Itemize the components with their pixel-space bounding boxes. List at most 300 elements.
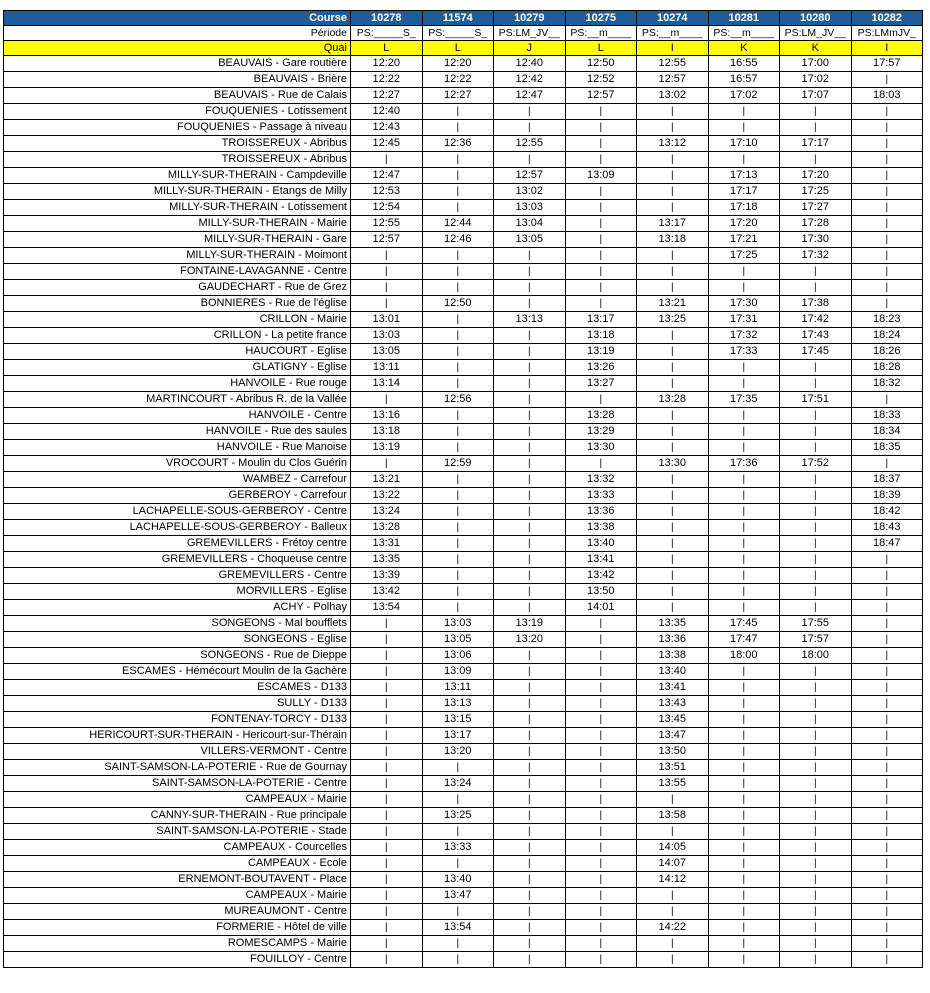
course-number: 10274 xyxy=(637,11,709,26)
departure-time: 17:02 xyxy=(708,88,780,104)
departure-time: 17:55 xyxy=(780,616,852,632)
pass-marker: | xyxy=(708,952,780,968)
pass-marker: | xyxy=(851,632,923,648)
pass-marker: | xyxy=(708,120,780,136)
departure-time: 13:29 xyxy=(565,424,637,440)
table-row xyxy=(4,552,923,568)
pass-marker: | xyxy=(565,952,637,968)
departure-time: 13:47 xyxy=(422,888,494,904)
pass-marker: | xyxy=(422,360,494,376)
periode-label: Période xyxy=(4,26,351,41)
pass-marker: | xyxy=(565,696,637,712)
course-number: 10279 xyxy=(494,11,566,26)
table-row xyxy=(4,88,923,104)
departure-time: 13:40 xyxy=(422,872,494,888)
pass-marker: | xyxy=(494,296,566,312)
pass-marker: | xyxy=(637,520,709,536)
departure-time: 13:25 xyxy=(637,312,709,328)
pass-marker: | xyxy=(422,408,494,424)
stop-name: ACHY - Polhay xyxy=(4,600,351,616)
departure-time: 13:21 xyxy=(637,296,709,312)
pass-marker: | xyxy=(780,840,852,856)
pass-marker: | xyxy=(780,568,852,584)
pass-marker: | xyxy=(565,808,637,824)
quai-code: K xyxy=(708,41,780,56)
pass-marker: | xyxy=(565,248,637,264)
stop-name: SULLY - D133 xyxy=(4,696,351,712)
pass-marker: | xyxy=(422,200,494,216)
pass-marker: | xyxy=(851,952,923,968)
table-row xyxy=(4,952,923,968)
pass-marker: | xyxy=(494,840,566,856)
departure-time: 18:03 xyxy=(851,88,923,104)
pass-marker: | xyxy=(565,232,637,248)
pass-marker: | xyxy=(494,760,566,776)
pass-marker: | xyxy=(494,120,566,136)
pass-marker: | xyxy=(780,744,852,760)
pass-marker: | xyxy=(351,664,423,680)
pass-marker: | xyxy=(708,680,780,696)
table-row xyxy=(4,312,923,328)
stop-name: LACHAPELLE-SOUS-GERBEROY - Balleux xyxy=(4,520,351,536)
pass-marker: | xyxy=(351,920,423,936)
pass-marker: | xyxy=(494,680,566,696)
pass-marker: | xyxy=(851,248,923,264)
departure-time: 13:30 xyxy=(565,440,637,456)
pass-marker: | xyxy=(851,872,923,888)
pass-marker: | xyxy=(351,152,423,168)
pass-marker: | xyxy=(851,680,923,696)
pass-marker: | xyxy=(494,520,566,536)
pass-marker: | xyxy=(708,424,780,440)
pass-marker: | xyxy=(494,648,566,664)
stop-name: BEAUVAIS - Brière xyxy=(4,72,351,88)
table-row xyxy=(4,408,923,424)
table-row xyxy=(4,920,923,936)
table-row xyxy=(4,664,923,680)
pass-marker: | xyxy=(565,888,637,904)
pass-marker: | xyxy=(708,552,780,568)
pass-marker: | xyxy=(780,872,852,888)
stop-name: FONTAINE-LAVAGANNE - Centre xyxy=(4,264,351,280)
pass-marker: | xyxy=(780,584,852,600)
pass-marker: | xyxy=(494,424,566,440)
pass-marker: | xyxy=(494,360,566,376)
departure-time: 13:42 xyxy=(351,584,423,600)
pass-marker: | xyxy=(780,600,852,616)
departure-time: 12:52 xyxy=(565,72,637,88)
table-row xyxy=(4,936,923,952)
pass-marker: | xyxy=(637,504,709,520)
departure-time: 12:46 xyxy=(422,232,494,248)
departure-time: 12:55 xyxy=(494,136,566,152)
stop-name: CRILLON - Mairie xyxy=(4,312,351,328)
departure-time: 18:47 xyxy=(851,536,923,552)
pass-marker: | xyxy=(851,184,923,200)
pass-marker: | xyxy=(851,744,923,760)
table-row xyxy=(4,328,923,344)
pass-marker: | xyxy=(565,936,637,952)
pass-marker: | xyxy=(565,664,637,680)
pass-marker: | xyxy=(851,552,923,568)
pass-marker: | xyxy=(565,744,637,760)
departure-time: 18:35 xyxy=(851,440,923,456)
pass-marker: | xyxy=(851,232,923,248)
quai-row xyxy=(4,41,923,56)
stop-name: SONGEONS - Mal boufflets xyxy=(4,616,351,632)
departure-time: 12:40 xyxy=(494,56,566,72)
departure-time: 13:13 xyxy=(422,696,494,712)
table-row xyxy=(4,648,923,664)
departure-time: 13:20 xyxy=(422,744,494,760)
stop-name: SAINT-SAMSON-LA-POTERIE - Rue de Gournay xyxy=(4,760,351,776)
pass-marker: | xyxy=(422,376,494,392)
departure-time: 18:43 xyxy=(851,520,923,536)
departure-time: 18:34 xyxy=(851,424,923,440)
pass-marker: | xyxy=(422,936,494,952)
pass-marker: | xyxy=(422,344,494,360)
pass-marker: | xyxy=(637,936,709,952)
departure-time: 18:26 xyxy=(851,344,923,360)
pass-marker: | xyxy=(422,760,494,776)
departure-time: 17:10 xyxy=(708,136,780,152)
pass-marker: | xyxy=(351,696,423,712)
pass-marker: | xyxy=(708,776,780,792)
departure-time: 12:27 xyxy=(351,88,423,104)
table-row xyxy=(4,536,923,552)
pass-marker: | xyxy=(780,808,852,824)
pass-marker: | xyxy=(422,120,494,136)
pass-marker: | xyxy=(851,936,923,952)
table-row xyxy=(4,520,923,536)
pass-marker: | xyxy=(422,520,494,536)
pass-marker: | xyxy=(351,952,423,968)
departure-time: 17:43 xyxy=(780,328,852,344)
pass-marker: | xyxy=(351,456,423,472)
pass-marker: | xyxy=(637,424,709,440)
departure-time: 13:31 xyxy=(351,536,423,552)
departure-time: 13:13 xyxy=(494,312,566,328)
departure-time: 12:44 xyxy=(422,216,494,232)
course-number: 10278 xyxy=(351,11,423,26)
pass-marker: | xyxy=(708,872,780,888)
departure-time: 13:38 xyxy=(637,648,709,664)
pass-marker: | xyxy=(637,104,709,120)
pass-marker: | xyxy=(780,712,852,728)
departure-time: 13:24 xyxy=(351,504,423,520)
stop-name: FONTENAY-TORCY - D133 xyxy=(4,712,351,728)
pass-marker: | xyxy=(708,568,780,584)
pass-marker: | xyxy=(494,856,566,872)
pass-marker: | xyxy=(565,920,637,936)
stop-name: CANNY-SUR-THERAIN - Rue principale xyxy=(4,808,351,824)
pass-marker: | xyxy=(422,568,494,584)
table-row xyxy=(4,232,923,248)
departure-time: 13:33 xyxy=(422,840,494,856)
pass-marker: | xyxy=(351,792,423,808)
pass-marker: | xyxy=(351,776,423,792)
stop-name: ROMESCAMPS - Mairie xyxy=(4,936,351,952)
pass-marker: | xyxy=(494,568,566,584)
pass-marker: | xyxy=(708,488,780,504)
departure-time: 12:55 xyxy=(637,56,709,72)
pass-marker: | xyxy=(494,472,566,488)
departure-time: 13:30 xyxy=(637,456,709,472)
pass-marker: | xyxy=(851,760,923,776)
table-row xyxy=(4,216,923,232)
departure-time: 13:04 xyxy=(494,216,566,232)
pass-marker: | xyxy=(708,744,780,760)
departure-time: 17:17 xyxy=(708,184,780,200)
pass-marker: | xyxy=(708,360,780,376)
table-row xyxy=(4,376,923,392)
departure-time: 17:31 xyxy=(708,312,780,328)
pass-marker: | xyxy=(494,392,566,408)
pass-marker: | xyxy=(494,936,566,952)
pass-marker: | xyxy=(637,360,709,376)
pass-marker: | xyxy=(780,472,852,488)
pass-marker: | xyxy=(422,472,494,488)
pass-marker: | xyxy=(637,280,709,296)
pass-marker: | xyxy=(637,552,709,568)
periode-code: PS:_____S_ xyxy=(422,26,494,41)
table-row xyxy=(4,808,923,824)
pass-marker: | xyxy=(851,664,923,680)
pass-marker: | xyxy=(851,600,923,616)
departure-time: 12:42 xyxy=(494,72,566,88)
departure-time: 13:40 xyxy=(565,536,637,552)
departure-time: 18:00 xyxy=(708,648,780,664)
pass-marker: | xyxy=(851,776,923,792)
table-row xyxy=(4,72,923,88)
pass-marker: | xyxy=(851,296,923,312)
pass-marker: | xyxy=(708,504,780,520)
pass-marker: | xyxy=(851,264,923,280)
periode-code: PS:__m____ xyxy=(565,26,637,41)
pass-marker: | xyxy=(637,376,709,392)
departure-time: 18:00 xyxy=(780,648,852,664)
pass-marker: | xyxy=(780,952,852,968)
departure-time: 13:19 xyxy=(565,344,637,360)
departure-time: 17:13 xyxy=(708,168,780,184)
table-row xyxy=(4,344,923,360)
stop-name: FOUQUENIES - Lotissement xyxy=(4,104,351,120)
pass-marker: | xyxy=(780,440,852,456)
pass-marker: | xyxy=(851,584,923,600)
stop-name: HAUCOURT - Eglise xyxy=(4,344,351,360)
departure-time: 13:35 xyxy=(637,616,709,632)
pass-marker: | xyxy=(494,584,566,600)
table-row xyxy=(4,296,923,312)
departure-time: 13:25 xyxy=(422,808,494,824)
table-row xyxy=(4,136,923,152)
stop-name: HANVOILE - Centre xyxy=(4,408,351,424)
stop-name: SAINT-SAMSON-LA-POTERIE - Centre xyxy=(4,776,351,792)
pass-marker: | xyxy=(780,520,852,536)
pass-marker: | xyxy=(565,392,637,408)
pass-marker: | xyxy=(780,888,852,904)
table-row xyxy=(4,360,923,376)
course-number: 10281 xyxy=(708,11,780,26)
table-row xyxy=(4,632,923,648)
stop-name: ESCAMES - Hémécourt Moulin de la Gachère xyxy=(4,664,351,680)
table-row xyxy=(4,104,923,120)
pass-marker: | xyxy=(851,888,923,904)
pass-marker: | xyxy=(422,264,494,280)
departure-time: 18:37 xyxy=(851,472,923,488)
pass-marker: | xyxy=(851,104,923,120)
stop-name: MILLY-SUR-THERAIN - Campdeville xyxy=(4,168,351,184)
departure-time: 17:42 xyxy=(780,312,852,328)
stop-name: CAMPEAUX - Courcelles xyxy=(4,840,351,856)
pass-marker: | xyxy=(422,536,494,552)
pass-marker: | xyxy=(851,216,923,232)
departure-time: 12:56 xyxy=(422,392,494,408)
pass-marker: | xyxy=(708,840,780,856)
stop-name: BEAUVAIS - Gare routière xyxy=(4,56,351,72)
stop-name: SONGEONS - Rue de Dieppe xyxy=(4,648,351,664)
pass-marker: | xyxy=(780,360,852,376)
departure-time: 13:05 xyxy=(422,632,494,648)
pass-marker: | xyxy=(708,376,780,392)
departure-time: 12:55 xyxy=(351,216,423,232)
pass-marker: | xyxy=(637,536,709,552)
departure-time: 13:50 xyxy=(565,584,637,600)
pass-marker: | xyxy=(494,104,566,120)
pass-marker: | xyxy=(351,808,423,824)
departure-time: 12:43 xyxy=(351,120,423,136)
departure-time: 12:53 xyxy=(351,184,423,200)
departure-time: 17:32 xyxy=(780,248,852,264)
pass-marker: | xyxy=(637,888,709,904)
table-row xyxy=(4,840,923,856)
table-row xyxy=(4,504,923,520)
pass-marker: | xyxy=(494,904,566,920)
pass-marker: | xyxy=(565,280,637,296)
pass-marker: | xyxy=(708,712,780,728)
pass-marker: | xyxy=(851,168,923,184)
departure-time: 12:20 xyxy=(351,56,423,72)
departure-time: 13:28 xyxy=(637,392,709,408)
pass-marker: | xyxy=(494,536,566,552)
departure-time: 13:14 xyxy=(351,376,423,392)
departure-time: 17:38 xyxy=(780,296,852,312)
pass-marker: | xyxy=(780,680,852,696)
pass-marker: | xyxy=(851,456,923,472)
pass-marker: | xyxy=(708,152,780,168)
pass-marker: | xyxy=(708,936,780,952)
pass-marker: | xyxy=(780,152,852,168)
stop-name: CAMPEAUX - Mairie xyxy=(4,792,351,808)
stop-name: TROISSEREUX - Abribus xyxy=(4,152,351,168)
pass-marker: | xyxy=(351,712,423,728)
departure-time: 13:16 xyxy=(351,408,423,424)
quai-code: J xyxy=(494,41,566,56)
pass-marker: | xyxy=(422,424,494,440)
departure-time: 17:35 xyxy=(708,392,780,408)
pass-marker: | xyxy=(565,616,637,632)
pass-marker: | xyxy=(494,504,566,520)
stop-name: MILLY-SUR-THERAIN - Moimont xyxy=(4,248,351,264)
pass-marker: | xyxy=(494,696,566,712)
stop-name: MORVILLERS - Eglise xyxy=(4,584,351,600)
departure-time: 13:11 xyxy=(422,680,494,696)
table-row xyxy=(4,584,923,600)
stop-name: HERICOURT-SUR-THERAIN - Hericourt-sur-Thérain xyxy=(4,728,351,744)
departure-time: 13:12 xyxy=(637,136,709,152)
pass-marker: | xyxy=(708,824,780,840)
departure-time: 14:07 xyxy=(637,856,709,872)
pass-marker: | xyxy=(637,472,709,488)
pass-marker: | xyxy=(494,328,566,344)
pass-marker: | xyxy=(780,920,852,936)
departure-time: 18:39 xyxy=(851,488,923,504)
periode-row xyxy=(4,26,923,41)
departure-time: 17:47 xyxy=(708,632,780,648)
pass-marker: | xyxy=(708,760,780,776)
departure-time: 17:20 xyxy=(780,168,852,184)
pass-marker: | xyxy=(780,552,852,568)
pass-marker: | xyxy=(351,616,423,632)
pass-marker: | xyxy=(708,920,780,936)
pass-marker: | xyxy=(565,456,637,472)
pass-marker: | xyxy=(351,264,423,280)
departure-time: 13:43 xyxy=(637,696,709,712)
table-row xyxy=(4,184,923,200)
stop-name: FOUILLOY - Centre xyxy=(4,952,351,968)
departure-time: 13:40 xyxy=(637,664,709,680)
pass-marker: | xyxy=(351,824,423,840)
pass-marker: | xyxy=(708,104,780,120)
pass-marker: | xyxy=(780,728,852,744)
table-row xyxy=(4,280,923,296)
departure-time: 13:06 xyxy=(422,648,494,664)
table-row xyxy=(4,248,923,264)
pass-marker: | xyxy=(637,344,709,360)
pass-marker: | xyxy=(351,760,423,776)
table-row xyxy=(4,392,923,408)
pass-marker: | xyxy=(494,744,566,760)
pass-marker: | xyxy=(565,648,637,664)
pass-marker: | xyxy=(494,280,566,296)
pass-marker: | xyxy=(351,248,423,264)
pass-marker: | xyxy=(494,872,566,888)
pass-marker: | xyxy=(851,152,923,168)
timetable xyxy=(3,10,923,968)
pass-marker: | xyxy=(565,136,637,152)
pass-marker: | xyxy=(708,696,780,712)
departure-time: 13:27 xyxy=(565,376,637,392)
departure-time: 12:50 xyxy=(422,296,494,312)
pass-marker: | xyxy=(494,824,566,840)
pass-marker: | xyxy=(494,248,566,264)
departure-time: 13:18 xyxy=(565,328,637,344)
pass-marker: | xyxy=(708,664,780,680)
departure-time: 17:27 xyxy=(780,200,852,216)
pass-marker: | xyxy=(494,488,566,504)
pass-marker: | xyxy=(351,888,423,904)
pass-marker: | xyxy=(494,792,566,808)
stop-name: VILLERS-VERMONT - Centre xyxy=(4,744,351,760)
pass-marker: | xyxy=(708,888,780,904)
pass-marker: | xyxy=(637,904,709,920)
pass-marker: | xyxy=(494,344,566,360)
departure-time: 17:33 xyxy=(708,344,780,360)
table-row xyxy=(4,616,923,632)
departure-time: 13:09 xyxy=(565,168,637,184)
pass-marker: | xyxy=(851,120,923,136)
departure-time: 13:09 xyxy=(422,664,494,680)
